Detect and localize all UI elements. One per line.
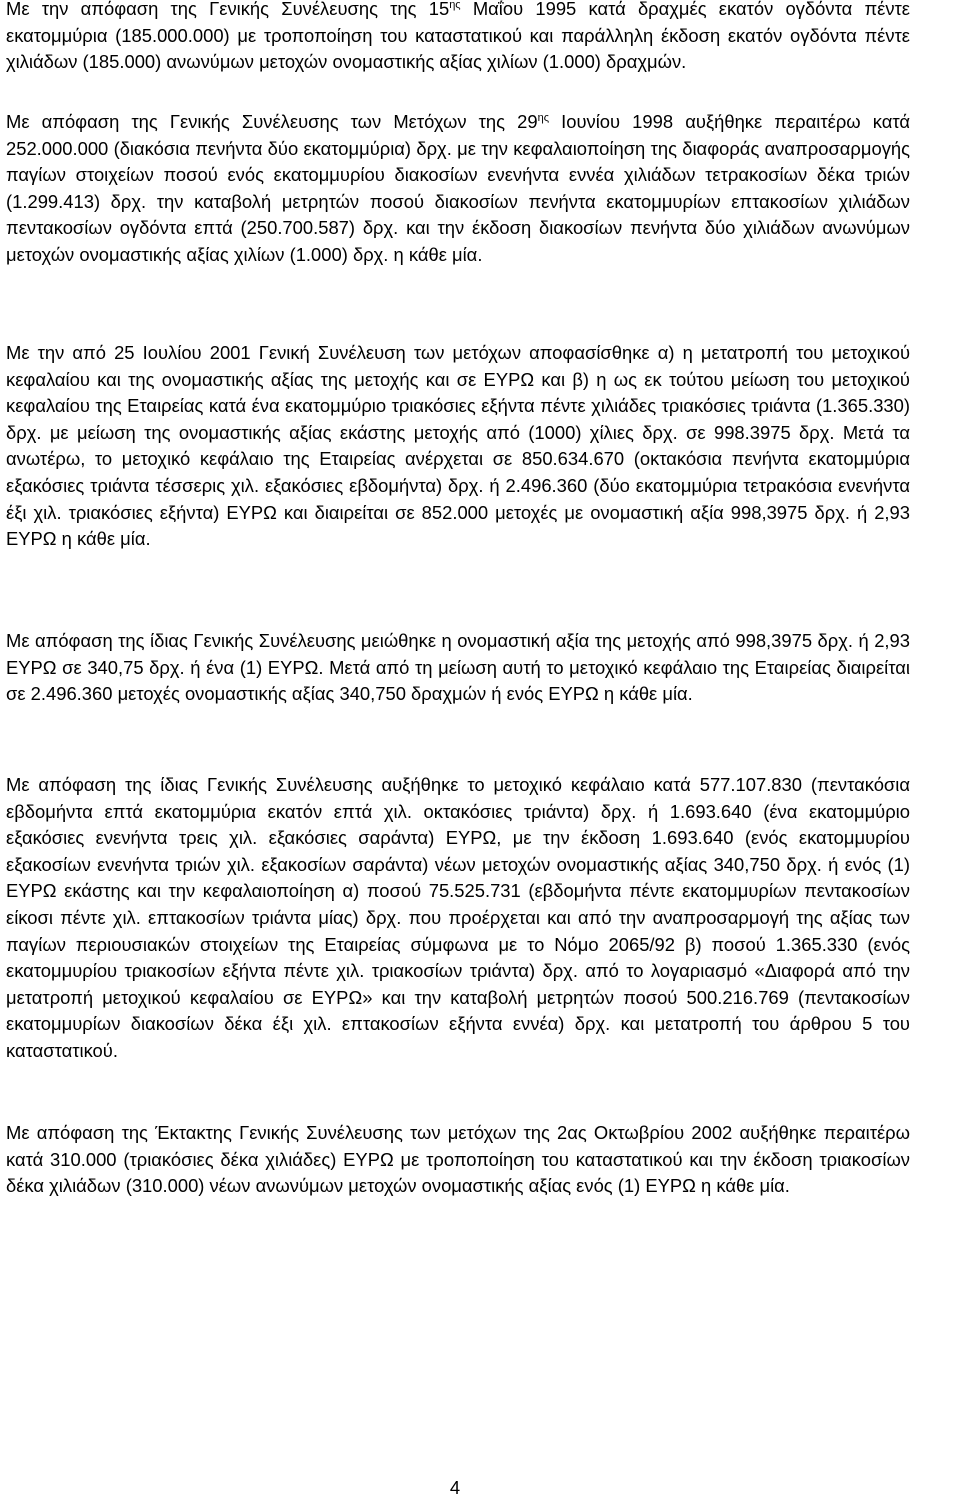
paragraph-1998-capital-increase [6, 109, 910, 269]
paragraph-nominal-value-reduction: Με απόφαση της ίδιας Γενικής Συνέλευσης μειώθηκε η ονομαστική αξία της μετοχής από 998,3975 δρχ. ή 2,93 ΕΥΡΩ σε 340,75 δρχ. ή ένα (1) ΕΥΡΩ. Μετά από τη μείωση αυτή το μετοχικό κεφάλαιο της Εταιρείας διαιρείται σε 2.496.360 μετοχές ονομαστικής αξίας 340,750 δραχμών ή ενός ΕΥΡΩ η κάθε μία. [6, 630, 910, 705]
paragraph-1995-capital-increase [6, 0, 910, 76]
paragraph-2001-euro-conversion: Με την από 25 Ιουλίου 2001 Γενική Συνέλευση των μετόχων αποφασίσθηκε α) η μετατροπή του μετοχικού κεφαλαίου και της ονομαστικής αξίας της μετοχής και σε ΕΥΡΩ και β) η ως εκ τούτου μείωση του μετοχικού κεφαλαίου της Εταιρείας κατά ένα εκατομμύριο τριακόσιες εξήντα πέντε χιλιάδες τριακόσιες τριάντα (1.365.330) δρχ. με μείωση της ονομαστικής αξίας εκάστης μετοχής από (1000) χίλιες δρχ. σε 998.3975 δρχ. Μετά τα ανωτέρω, το μετοχικό κεφάλαιο της Εταιρείας ανέρχεται σε 850.634.670 (οκτακόσια πενήντα εκατομμύρια εξακόσιες τριάντα τέσσερις χιλ. εξακόσιες εβδομήντα) δρχ. ή 2.496.360 (δύο εκατομμύρια τετρακόσια ενενήντα έξι χιλ. τριακόσιες εξήντα) ΕΥΡΩ και διαιρείται σε 852.000 μετοχές με ονομαστική αξία 998,3975 δρχ. ή 2,93 ΕΥΡΩ η κάθε μία. [6, 342, 910, 550]
ordinal-suffix: ης [537, 112, 550, 124]
paragraph-text: Με απόφαση της Γενικής Συνέλευσης των Μετόχων της 29 [6, 111, 538, 132]
page-number: 4 [449, 1477, 461, 1498]
paragraph-2002-capital-increase: Με απόφαση της Έκτακτης Γενικής Συνέλευσης των μετόχων της 2ας Οκτωβρίου 2002 αυξήθηκε περαιτέρω κατά 310.000 (τριακόσιες δέκα χιλιάδες) ΕΥΡΩ με τροποποίηση του καταστατικού και την έκδοση τριακοσίων δέκα χιλιάδων (310.000) νέων ανωνύμων μετοχών ονομαστικής αξίας ενός (1) ΕΥΡΩ η κάθε μία. [6, 1122, 910, 1197]
paragraph-text: Με την απόφαση της Γενικής Συνέλευσης της 15 [6, 0, 450, 19]
paragraph-text: Ιουνίου 1998 αυξήθηκε περαιτέρω κατά 252.000.000 (διακόσια πενήντα δύο εκατομμύρια) δρχ. με την κεφαλαιοποίηση της διαφοράς αναπροσαρμογής παγίων στοιχείων ποσού ενός εκατομμυρίου διακοσίων ενενήντα εννέα χιλιάδων τετρακοσίων δέκα τριών (1.299.413) δρχ. την καταβολή μετρητών ποσού διακοσίων πενήντα εκατομμυρίων επτακοσίων χιλιάδων πεντακοσίων ογδόντα επτά (250.700.587) δρχ. και την έκδοση διακοσίων πενήντα δύο χιλιάδων ανωνύμων μετοχών ονομαστικής αξίας χιλίων (1.000) δρχ. η κάθε μία. [6, 111, 910, 265]
paragraph-capital-increase-capitalization: Με απόφαση της ίδιας Γενικής Συνέλευσης αυξήθηκε το μετοχικό κεφάλαιο κατά 577.107.830 (πεντακόσια εβδομήντα επτά εκατομμύρια εκατόν επτά χιλ. οκτακόσιες τριάντα) δρχ. ή 1.693.640 (ένα εκατομμύριο εξακόσιες ενενήντα τρεις χιλ. εξακόσιες σαράντα) ΕΥΡΩ, με την έκδοση 1.693.640 (ενός εκατομμυρίου εξακοσίων ενενήντα τριών χιλ. εξακοσίων σαράντα) νέων μετοχών ονομαστικής αξίας 340,750 δρχ. ή ενός (1) ΕΥΡΩ εκάστης και την κεφαλαιοποίηση α) ποσού 75.525.731 (εβδομήντα πέντε εκατομμυρίων πεντακοσίων είκοσι πέντε χιλ. επτακοσίων τριάντα μίας) δρχ. που προέρχεται και από την αναπροσαρμογή της αξίας των παγίων περιουσιακών στοιχείων της Εταιρείας σύμφωνα με το Νόμο 2065/92 β) ποσού 1.365.330 (ενός εκατομμυρίου τριακοσίων εξήντα πέντε χιλ. τριακοσίων τριάντα) δρχ. από το λογαριασμό «Διαφορά από την μετατροπή μετοχικού κεφαλαίου σε ΕΥΡΩ» και την καταβολή μετρητών ποσού 500.216.769 (πεντακοσίων εκατομμυρίων διακοσίων δέκα έξι χιλ. επτακοσίων εξήντα εννέα) δρχ. και μετατροπή του άρθρου 5 του καταστατικού. [6, 774, 910, 1061]
ordinal-suffix: ης [449, 0, 461, 11]
paragraph-text: Μαΐου 1995 κατά δραχμές εκατόν ογδόντα πέντε εκατομμύρια (185.000.000) με τροποποίηση του καταστατικού και παράλληλη έκδοση εκατόν ογδόντα πέντε χιλιάδων (185.000) ανωνύμων μετοχών ονομαστικής αξίας χιλίων (1.000) δραχμών. [6, 0, 910, 73]
